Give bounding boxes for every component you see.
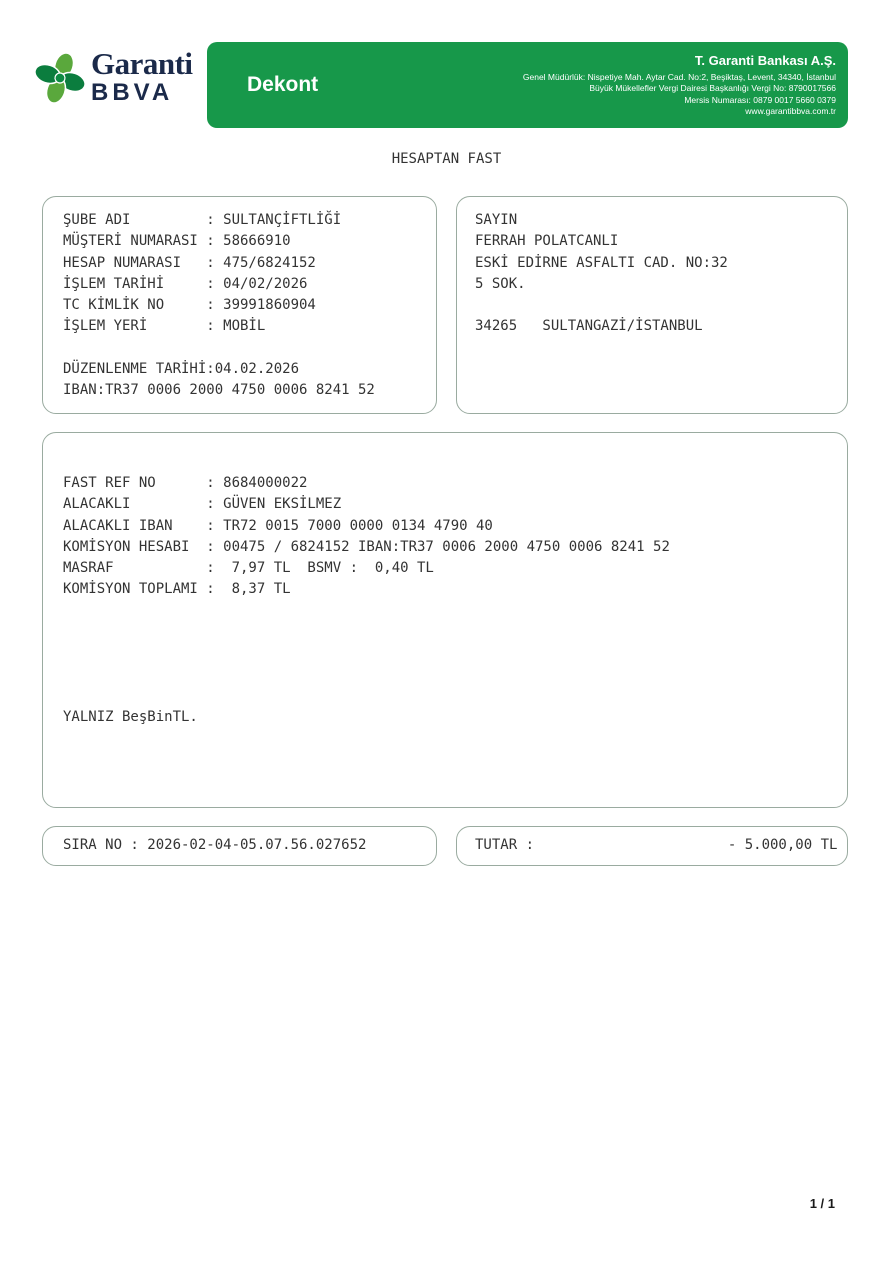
account-line (63, 338, 436, 359)
logo-garanti-text: Garanti (91, 46, 193, 81)
detail-line (63, 601, 847, 622)
detail-line: FAST REF NO : 8684000022 (63, 475, 308, 491)
amount-box (456, 826, 848, 866)
account-line: ŞUBE ADI : SULTANÇİFTLİĞİ (63, 212, 342, 228)
recipient-line: ESKİ EDİRNE ASFALTI CAD. NO:32 (475, 254, 728, 271)
detail-line (63, 643, 847, 664)
bank-address-line: Genel Müdürlük: Nispetiye Mah. Aytar Cad. No:2, Beşiktaş, Levent, 34340, İstanbul (522, 71, 836, 82)
bank-website: www.garantibbva.com.tr (745, 106, 836, 116)
detail-line: KOMİSYON HESABI : 00475 / 6824152 IBAN:TR37 0006 2000 4750 0006 8241 52 (63, 538, 670, 555)
account-line: İŞLEM YERİ : MOBİL (63, 318, 266, 335)
recipient-line: 5 SOK. (475, 275, 526, 292)
detail-line: KOMİSYON TOPLAMI : 8,37 TL (63, 581, 291, 598)
page-number: 1 / 1 (809, 1196, 835, 1211)
amount-in-words-line: YALNIZ BeşBinTL. (63, 709, 198, 726)
recipient-box (456, 196, 848, 414)
amount-text: TUTAR : - 5.000,00 TL (475, 837, 838, 854)
account-line: İŞLEM TARİHİ : 04/02/2026 (63, 275, 308, 292)
bank-name: T. Garanti Bankası A.Ş. (694, 52, 836, 68)
detail-line (63, 665, 847, 686)
recipient-line: 34265 SULTANGAZİ/İSTANBUL (475, 318, 703, 335)
account-line: HESAP NUMARASI : 475/6824152 (63, 254, 316, 271)
detail-line (63, 622, 847, 643)
detail-line: MASRAF : 7,97 TL BSMV : 0,40 TL (63, 560, 434, 577)
document-type-title: Dekont (247, 73, 319, 96)
recipient-line: FERRAH POLATCANLI (475, 233, 619, 250)
detail-line (63, 686, 847, 707)
transaction-detail-box (42, 432, 848, 808)
account-line: MÜŞTERİ NUMARASI : 58666910 (63, 233, 291, 250)
logo-bbva-text: BBVA (91, 79, 174, 106)
recipient-line: SAYIN (475, 212, 518, 228)
account-line: TC KİMLİK NO : 39991860904 (63, 297, 316, 314)
recipient-line (475, 295, 847, 316)
bank-mersis-line: Mersis Numarası: 0879 0017 5660 0379 (684, 94, 836, 105)
account-info-box (42, 196, 437, 414)
garanti-flower-icon (34, 52, 86, 104)
logo-wordmark (91, 48, 193, 106)
bank-info-block (523, 53, 836, 118)
account-line: IBAN:TR37 0006 2000 4750 0006 8241 52 (63, 382, 375, 399)
detail-line: ALACAKLI : GÜVEN EKSİLMEZ (63, 496, 342, 513)
sequence-no-text: SIRA NO : 2026-02-04-05.07.56.027652 (63, 837, 367, 854)
header-banner (207, 42, 848, 128)
garanti-bbva-logo (34, 48, 193, 106)
account-line: DÜZENLENME TARİHİ:04.02.2026 (63, 361, 300, 378)
transaction-title: HESAPTAN FAST (391, 151, 502, 167)
bank-tax-line: Büyük Mükellefler Vergi Dairesi Başkanlığı Vergi No: 8790017566 (589, 83, 836, 93)
sequence-no-box (42, 826, 437, 866)
detail-line: ALACAKLI IBAN : TR72 0015 7000 0000 0134 4790 40 (63, 517, 493, 534)
